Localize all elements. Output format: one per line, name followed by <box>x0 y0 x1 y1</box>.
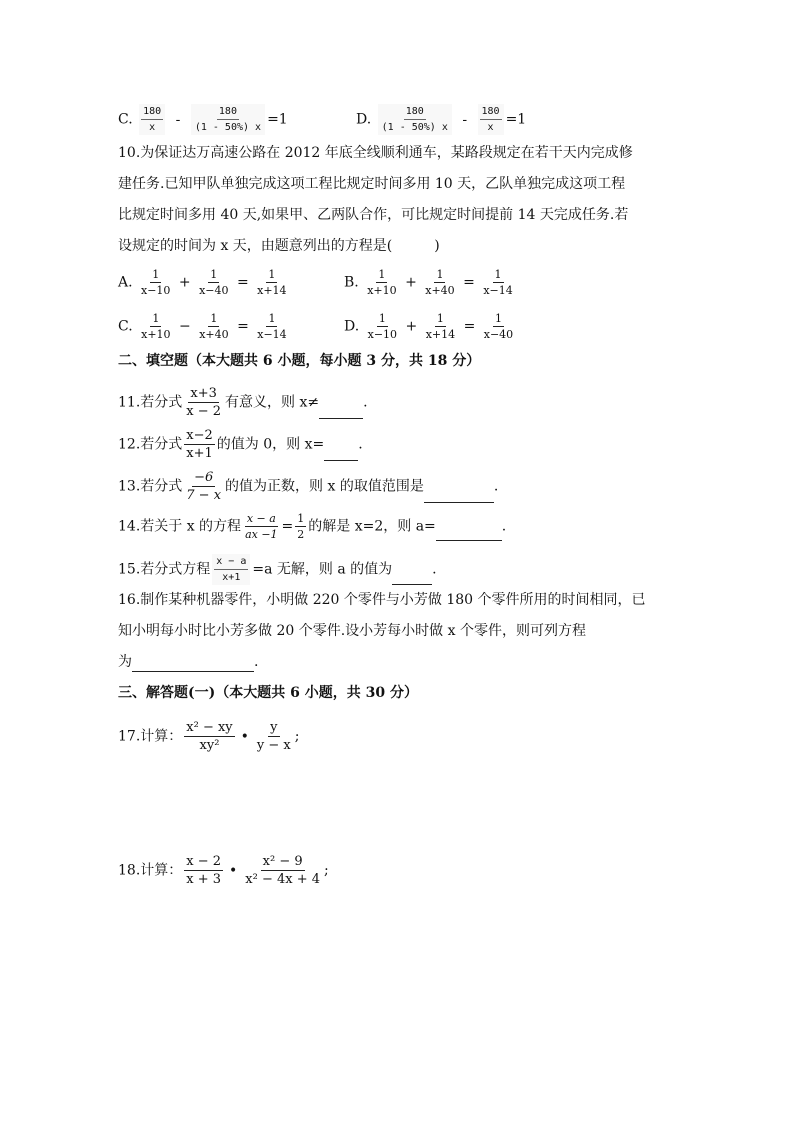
q10-option-d: D. $\frac{1}{x-10}$ + $\frac{1}{x+14}$ = $\frac{1}{x-40}$ <box>344 312 514 341</box>
fraction: $\frac{1}{2}$ <box>297 512 305 541</box>
question-12: 12.若分式 $\frac{x-2}{x+1}$ 的值为 0，则 x= . <box>118 428 363 461</box>
fraction: $\frac{1}{x+14}$ <box>425 312 456 341</box>
q10-line-1: 10.为保证达万高速公路在 2012 年底全线顺利通车，某路段规定在若干天内完成修 <box>118 145 633 161</box>
q16-line-1: 16.制作某种机器零件，小明做 220 个零件与小芳做 180 个零件所用的时间相同，已 <box>118 592 646 608</box>
fraction: $\frac{1}{x-40}$ <box>483 312 514 341</box>
q10-option-c: C. $\frac{1}{x+10}$ − $\frac{1}{x+40}$ = $\frac{1}{x-14}$ <box>118 312 287 341</box>
fraction: $\frac{1}{x+14}$ <box>257 268 287 297</box>
q16-line-3: 为 . <box>118 654 259 670</box>
question-13: 13.若分式 $\frac{-6}{7 - x}$ 的值为正数，则 x 的取值范围是 . <box>118 470 499 503</box>
fraction: $\frac{x+3}{x - 2}$ <box>186 386 222 419</box>
answer-blank <box>424 488 494 503</box>
q10-option-b: B. $\frac{1}{x+10}$ + $\frac{1}{x+40}$ = $\frac{1}{x-14}$ <box>344 268 513 297</box>
fraction: $\frac{1}{x+10}$ <box>367 268 397 297</box>
fraction: $\frac{1}{x+10}$ <box>141 312 171 341</box>
fraction: $\frac{180}{(1 - 50\%) x}$ <box>378 104 452 135</box>
fraction: $\frac{1}{x-10}$ <box>141 268 171 297</box>
answer-blank <box>436 526 502 541</box>
fraction: $\frac{x - 2}{x + 3}$ <box>186 854 222 887</box>
fraction: $\frac{1}{x+40}$ <box>425 268 455 297</box>
question-15: 15.若分式方程 $\frac{x - a}{x+1}$ =a 无解，则 a 的值为 . <box>118 556 437 583</box>
fraction: $\frac{x - a}{x+1}$ <box>212 554 250 585</box>
fraction: $\frac{x - a}{ax -1}$ <box>245 512 278 541</box>
fraction: $\frac{1}{x-14}$ <box>483 268 513 297</box>
fraction: $\frac{x-2}{x+1}$ <box>186 428 213 461</box>
fraction: $\frac{1}{x-14}$ <box>257 312 287 341</box>
q9-option-c: C. $\frac{180}{x}$ - $\frac{180}{(1 - 50\%) x}$ =1 <box>118 106 288 133</box>
q10-option-a: A. $\frac{1}{x-10}$ + $\frac{1}{x-40}$ = $\frac{1}{x+14}$ <box>118 268 287 297</box>
q10-line-2: 建任务.已知甲队单独完成这项工程比规定时间多用 10 天，乙队单独完成这项工程 <box>118 176 626 192</box>
q16-line-2: 知小明每小时比小芳多做 20 个零件.设小芳每小时做 x 个零件，则可列方程 <box>118 623 586 639</box>
section-title-fill-in: 二、填空题（本大题共 6 小题，每小题 3 分，共 18 分） <box>118 353 481 369</box>
fraction: $\frac{-6}{7 - x}$ <box>186 470 222 503</box>
q9-option-d: D. $\frac{180}{(1 - 50\%) x}$ - $\frac{180}{x}$ =1 <box>356 106 527 133</box>
answer-blank <box>132 657 254 672</box>
section-title-solve: 三、解答题(一)（本大题共 6 小题，共 30 分） <box>118 685 418 701</box>
question-18: 18.计算： $\frac{x - 2}{x + 3}$ • $\frac{\text{x² − 9}}{\text{x² − 4x + 4}}$ ; <box>118 854 329 887</box>
question-14: 14.若关于 x 的方程 $\frac{x - a}{ax -1}$ = $\frac{1}{2}$ 的解是 x=2，则 a= . <box>118 512 507 541</box>
question-11: 11.若分式 $\frac{x+3}{x - 2}$ 有意义，则 x≠ . <box>118 386 368 419</box>
fraction: $\frac{y}{y - x}$ <box>256 720 291 753</box>
fraction: $\frac{\text{x² − xy}}{\text{xy²}}$ <box>186 720 233 753</box>
answer-blank <box>392 570 432 585</box>
fraction: $\frac{180}{(1 - 50\%) x}$ <box>191 104 265 135</box>
fraction: $\frac{\text{x² − 9}}{\text{x² − 4x + 4}}$ <box>245 854 321 887</box>
question-17: 17.计算： $\frac{\text{x² − xy}}{\text{xy²}}$ • $\frac{y}{y - x}$ ; <box>118 720 300 753</box>
q10-line-4: 设规定的时间为 x 天，由题意列出的方程是( ) <box>118 238 440 254</box>
q10-line-3: 比规定时间多用 40 天,如果甲、乙两队合作，可比规定时间提前 14 天完成任务.若 <box>118 207 629 223</box>
fraction: $\frac{1}{x-40}$ <box>199 268 229 297</box>
answer-blank <box>324 446 358 461</box>
answer-blank <box>319 404 363 419</box>
fraction: $\frac{1}{x+40}$ <box>199 312 229 341</box>
fraction: $\frac{1}{x-10}$ <box>367 312 398 341</box>
fraction: $\frac{180}{x}$ <box>478 104 504 135</box>
fraction: $\frac{180}{x}$ <box>139 104 165 135</box>
